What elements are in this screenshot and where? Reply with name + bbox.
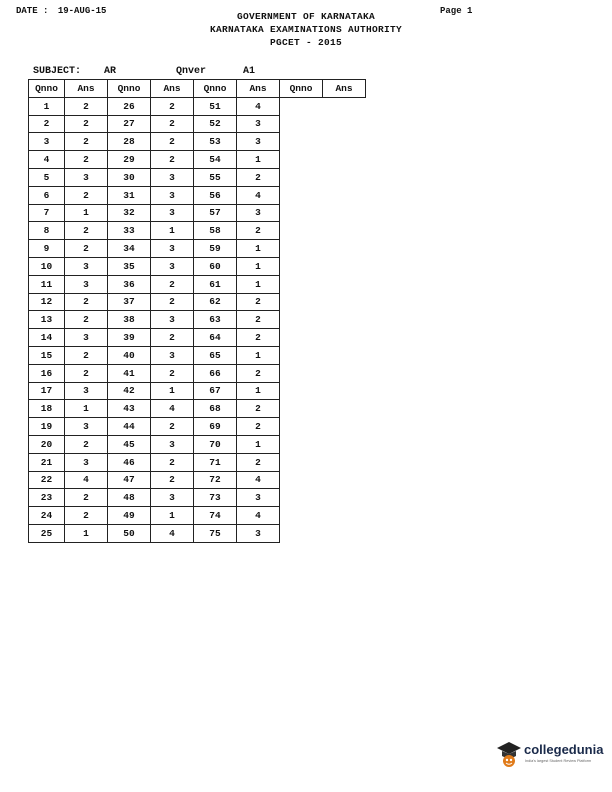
column-header: Qnno bbox=[29, 80, 65, 98]
answer-cell: 2 bbox=[151, 453, 194, 471]
question-number-cell: 15 bbox=[29, 346, 65, 364]
answer-cell: 2 bbox=[237, 453, 280, 471]
table-row bbox=[29, 275, 366, 293]
answer-cell: 3 bbox=[151, 168, 194, 186]
question-number-cell: 59 bbox=[194, 240, 237, 258]
empty-cell bbox=[280, 524, 323, 542]
question-number-cell: 40 bbox=[108, 346, 151, 364]
answer-cell: 2 bbox=[65, 346, 108, 364]
question-number-cell: 19 bbox=[29, 418, 65, 436]
empty-cell bbox=[323, 257, 366, 275]
table-row bbox=[29, 418, 366, 436]
question-number-cell: 61 bbox=[194, 275, 237, 293]
question-number-cell: 21 bbox=[29, 453, 65, 471]
answer-cell: 4 bbox=[237, 471, 280, 489]
question-number-cell: 65 bbox=[194, 346, 237, 364]
empty-cell bbox=[323, 524, 366, 542]
question-number-cell: 7 bbox=[29, 204, 65, 222]
empty-cell bbox=[323, 115, 366, 133]
empty-cell bbox=[323, 382, 366, 400]
answer-cell: 3 bbox=[65, 453, 108, 471]
table-row bbox=[29, 400, 366, 418]
answer-cell: 2 bbox=[65, 507, 108, 525]
table-row bbox=[29, 115, 366, 133]
question-number-cell: 52 bbox=[194, 115, 237, 133]
answer-cell: 3 bbox=[65, 382, 108, 400]
header-line-1: GOVERNMENT OF KARNATAKA bbox=[236, 11, 376, 22]
answer-cell: 3 bbox=[151, 489, 194, 507]
question-number-cell: 44 bbox=[108, 418, 151, 436]
answer-cell: 2 bbox=[151, 133, 194, 151]
column-header: Ans bbox=[237, 80, 280, 98]
answer-cell: 4 bbox=[237, 507, 280, 525]
answer-cell: 3 bbox=[237, 204, 280, 222]
question-number-cell: 33 bbox=[108, 222, 151, 240]
question-number-cell: 62 bbox=[194, 293, 237, 311]
answer-cell: 1 bbox=[65, 400, 108, 418]
answer-cell: 2 bbox=[65, 115, 108, 133]
answer-cell: 2 bbox=[151, 471, 194, 489]
empty-cell bbox=[280, 257, 323, 275]
qnver-label: Qnver bbox=[176, 66, 207, 77]
column-header: Ans bbox=[323, 80, 366, 98]
answer-cell: 1 bbox=[237, 240, 280, 258]
question-number-cell: 31 bbox=[108, 186, 151, 204]
empty-cell bbox=[280, 293, 323, 311]
question-number-cell: 51 bbox=[194, 97, 237, 115]
date-label: DATE : bbox=[16, 6, 49, 16]
answer-cell: 2 bbox=[151, 115, 194, 133]
answer-cell: 1 bbox=[237, 382, 280, 400]
answer-cell: 2 bbox=[237, 311, 280, 329]
question-number-cell: 54 bbox=[194, 151, 237, 169]
answer-cell: 3 bbox=[151, 346, 194, 364]
question-number-cell: 55 bbox=[194, 168, 237, 186]
empty-cell bbox=[280, 489, 323, 507]
question-number-cell: 46 bbox=[108, 453, 151, 471]
question-number-cell: 75 bbox=[194, 524, 237, 542]
answer-cell: 3 bbox=[151, 257, 194, 275]
question-number-cell: 23 bbox=[29, 489, 65, 507]
table-row bbox=[29, 204, 366, 222]
question-number-cell: 58 bbox=[194, 222, 237, 240]
empty-cell bbox=[280, 186, 323, 204]
table-row bbox=[29, 382, 366, 400]
brand-tagline: India's largest Student Review Platform bbox=[525, 759, 592, 763]
question-number-cell: 53 bbox=[194, 133, 237, 151]
question-number-cell: 68 bbox=[194, 400, 237, 418]
answer-cell: 2 bbox=[151, 293, 194, 311]
table-row bbox=[29, 364, 366, 382]
question-number-cell: 22 bbox=[29, 471, 65, 489]
empty-cell bbox=[323, 453, 366, 471]
question-number-cell: 57 bbox=[194, 204, 237, 222]
header-line-3: PGCET - 2015 bbox=[269, 37, 342, 48]
answer-cell: 2 bbox=[65, 151, 108, 169]
collegedunia-logo bbox=[496, 738, 604, 772]
question-number-cell: 67 bbox=[194, 382, 237, 400]
question-number-cell: 24 bbox=[29, 507, 65, 525]
answer-cell: 4 bbox=[151, 524, 194, 542]
empty-cell bbox=[280, 222, 323, 240]
question-number-cell: 9 bbox=[29, 240, 65, 258]
table-row bbox=[29, 222, 366, 240]
answer-cell: 3 bbox=[237, 115, 280, 133]
empty-cell bbox=[323, 471, 366, 489]
question-number-cell: 42 bbox=[108, 382, 151, 400]
question-number-cell: 8 bbox=[29, 222, 65, 240]
empty-cell bbox=[323, 346, 366, 364]
empty-cell bbox=[323, 400, 366, 418]
answer-cell: 2 bbox=[151, 418, 194, 436]
question-number-cell: 47 bbox=[108, 471, 151, 489]
question-number-cell: 63 bbox=[194, 311, 237, 329]
table-row bbox=[29, 453, 366, 471]
answer-cell: 2 bbox=[151, 151, 194, 169]
question-number-cell: 36 bbox=[108, 275, 151, 293]
answer-cell: 2 bbox=[65, 311, 108, 329]
empty-cell bbox=[323, 240, 366, 258]
answer-cell: 3 bbox=[237, 489, 280, 507]
subject-label: SUBJECT: bbox=[33, 66, 82, 77]
empty-cell bbox=[323, 435, 366, 453]
empty-cell bbox=[323, 489, 366, 507]
question-number-cell: 32 bbox=[108, 204, 151, 222]
empty-cell bbox=[323, 222, 366, 240]
answer-cell: 2 bbox=[237, 293, 280, 311]
table-header-row bbox=[29, 80, 366, 98]
question-number-cell: 12 bbox=[29, 293, 65, 311]
column-header: Qnno bbox=[194, 80, 237, 98]
empty-cell bbox=[323, 293, 366, 311]
answer-cell: 2 bbox=[237, 222, 280, 240]
question-number-cell: 20 bbox=[29, 435, 65, 453]
answer-cell: 3 bbox=[65, 418, 108, 436]
question-number-cell: 28 bbox=[108, 133, 151, 151]
empty-cell bbox=[280, 97, 323, 115]
answer-cell: 2 bbox=[151, 329, 194, 347]
column-header: Ans bbox=[65, 80, 108, 98]
answer-cell: 3 bbox=[65, 329, 108, 347]
answer-cell: 2 bbox=[237, 329, 280, 347]
answer-cell: 2 bbox=[65, 240, 108, 258]
answer-cell: 2 bbox=[65, 364, 108, 382]
table-row bbox=[29, 97, 366, 115]
answer-key-table bbox=[28, 79, 366, 543]
answer-cell: 2 bbox=[65, 186, 108, 204]
date-value: 19-AUG-15 bbox=[57, 6, 107, 16]
answer-cell: 1 bbox=[151, 222, 194, 240]
table-row bbox=[29, 186, 366, 204]
table-row bbox=[29, 133, 366, 151]
question-number-cell: 5 bbox=[29, 168, 65, 186]
answer-cell: 4 bbox=[237, 97, 280, 115]
question-number-cell: 71 bbox=[194, 453, 237, 471]
table-row bbox=[29, 257, 366, 275]
question-number-cell: 60 bbox=[194, 257, 237, 275]
qnver-value: A1 bbox=[243, 66, 256, 77]
empty-cell bbox=[280, 507, 323, 525]
empty-cell bbox=[280, 435, 323, 453]
question-number-cell: 2 bbox=[29, 115, 65, 133]
table-row bbox=[29, 311, 366, 329]
empty-cell bbox=[323, 168, 366, 186]
table-row bbox=[29, 435, 366, 453]
answer-cell: 4 bbox=[237, 186, 280, 204]
empty-cell bbox=[280, 418, 323, 436]
table-row bbox=[29, 293, 366, 311]
table-row bbox=[29, 489, 366, 507]
answer-cell: 2 bbox=[237, 364, 280, 382]
answer-cell: 2 bbox=[237, 168, 280, 186]
table-row bbox=[29, 240, 366, 258]
answer-cell: 3 bbox=[151, 435, 194, 453]
answer-cell: 2 bbox=[65, 222, 108, 240]
question-number-cell: 38 bbox=[108, 311, 151, 329]
empty-cell bbox=[280, 133, 323, 151]
empty-cell bbox=[280, 240, 323, 258]
question-number-cell: 34 bbox=[108, 240, 151, 258]
answer-cell: 2 bbox=[151, 364, 194, 382]
empty-cell bbox=[280, 329, 323, 347]
question-number-cell: 45 bbox=[108, 435, 151, 453]
empty-cell bbox=[323, 97, 366, 115]
column-header: Qnno bbox=[108, 80, 151, 98]
brand-name: collegedunia bbox=[524, 742, 604, 757]
empty-cell bbox=[280, 453, 323, 471]
empty-cell bbox=[323, 418, 366, 436]
question-number-cell: 73 bbox=[194, 489, 237, 507]
answer-cell: 3 bbox=[65, 275, 108, 293]
empty-cell bbox=[280, 311, 323, 329]
question-number-cell: 66 bbox=[194, 364, 237, 382]
empty-cell bbox=[280, 151, 323, 169]
question-number-cell: 56 bbox=[194, 186, 237, 204]
empty-cell bbox=[323, 507, 366, 525]
answer-cell: 3 bbox=[65, 257, 108, 275]
answer-cell: 2 bbox=[151, 275, 194, 293]
empty-cell bbox=[323, 186, 366, 204]
answer-cell: 2 bbox=[65, 435, 108, 453]
question-number-cell: 1 bbox=[29, 97, 65, 115]
answer-cell: 3 bbox=[151, 311, 194, 329]
question-number-cell: 26 bbox=[108, 97, 151, 115]
question-number-cell: 69 bbox=[194, 418, 237, 436]
question-number-cell: 49 bbox=[108, 507, 151, 525]
answer-cell: 3 bbox=[237, 524, 280, 542]
empty-cell bbox=[280, 204, 323, 222]
answer-cell: 1 bbox=[65, 524, 108, 542]
answer-cell: 2 bbox=[65, 133, 108, 151]
empty-cell bbox=[280, 346, 323, 364]
question-number-cell: 74 bbox=[194, 507, 237, 525]
answer-cell: 1 bbox=[237, 151, 280, 169]
table-row bbox=[29, 507, 366, 525]
empty-cell bbox=[280, 364, 323, 382]
question-number-cell: 72 bbox=[194, 471, 237, 489]
answer-cell: 3 bbox=[151, 204, 194, 222]
empty-cell bbox=[280, 471, 323, 489]
question-number-cell: 35 bbox=[108, 257, 151, 275]
subject-value: AR bbox=[104, 66, 117, 77]
question-number-cell: 17 bbox=[29, 382, 65, 400]
answer-cell: 3 bbox=[65, 168, 108, 186]
empty-cell bbox=[323, 275, 366, 293]
question-number-cell: 6 bbox=[29, 186, 65, 204]
table-row bbox=[29, 346, 366, 364]
empty-cell bbox=[323, 329, 366, 347]
answer-cell: 2 bbox=[65, 489, 108, 507]
question-number-cell: 29 bbox=[108, 151, 151, 169]
answer-cell: 1 bbox=[237, 257, 280, 275]
question-number-cell: 11 bbox=[29, 275, 65, 293]
page-number: Page 1 bbox=[440, 6, 473, 16]
answer-cell: 2 bbox=[237, 400, 280, 418]
question-number-cell: 37 bbox=[108, 293, 151, 311]
answer-cell: 1 bbox=[237, 435, 280, 453]
answer-cell: 3 bbox=[151, 240, 194, 258]
answer-cell: 4 bbox=[65, 471, 108, 489]
empty-cell bbox=[280, 382, 323, 400]
question-number-cell: 10 bbox=[29, 257, 65, 275]
answer-cell: 4 bbox=[151, 400, 194, 418]
question-number-cell: 43 bbox=[108, 400, 151, 418]
column-header: Ans bbox=[151, 80, 194, 98]
question-number-cell: 50 bbox=[108, 524, 151, 542]
answer-cell: 2 bbox=[237, 418, 280, 436]
table-row bbox=[29, 329, 366, 347]
empty-cell bbox=[280, 400, 323, 418]
question-number-cell: 39 bbox=[108, 329, 151, 347]
answer-cell: 3 bbox=[151, 186, 194, 204]
question-number-cell: 27 bbox=[108, 115, 151, 133]
table-row bbox=[29, 524, 366, 542]
answer-cell: 1 bbox=[151, 507, 194, 525]
answer-cell: 2 bbox=[151, 97, 194, 115]
header-line-2: KARNATAKA EXAMINATIONS AUTHORITY bbox=[209, 24, 403, 35]
question-number-cell: 64 bbox=[194, 329, 237, 347]
answer-cell: 3 bbox=[237, 133, 280, 151]
answer-cell: 1 bbox=[237, 346, 280, 364]
empty-cell bbox=[323, 133, 366, 151]
question-number-cell: 14 bbox=[29, 329, 65, 347]
answer-cell: 1 bbox=[151, 382, 194, 400]
question-number-cell: 25 bbox=[29, 524, 65, 542]
question-number-cell: 30 bbox=[108, 168, 151, 186]
empty-cell bbox=[323, 364, 366, 382]
empty-cell bbox=[280, 275, 323, 293]
answer-cell: 1 bbox=[65, 204, 108, 222]
empty-cell bbox=[280, 168, 323, 186]
answer-cell: 2 bbox=[65, 293, 108, 311]
answer-cell: 1 bbox=[237, 275, 280, 293]
question-number-cell: 13 bbox=[29, 311, 65, 329]
empty-cell bbox=[323, 151, 366, 169]
table-row bbox=[29, 471, 366, 489]
empty-cell bbox=[323, 311, 366, 329]
column-header: Qnno bbox=[280, 80, 323, 98]
question-number-cell: 41 bbox=[108, 364, 151, 382]
question-number-cell: 16 bbox=[29, 364, 65, 382]
question-number-cell: 48 bbox=[108, 489, 151, 507]
graduation-cap-icon bbox=[496, 740, 522, 768]
question-number-cell: 70 bbox=[194, 435, 237, 453]
question-number-cell: 3 bbox=[29, 133, 65, 151]
question-number-cell: 18 bbox=[29, 400, 65, 418]
empty-cell bbox=[280, 115, 323, 133]
question-number-cell: 4 bbox=[29, 151, 65, 169]
table-row bbox=[29, 168, 366, 186]
answer-cell: 2 bbox=[65, 97, 108, 115]
empty-cell bbox=[323, 204, 366, 222]
table-row bbox=[29, 151, 366, 169]
